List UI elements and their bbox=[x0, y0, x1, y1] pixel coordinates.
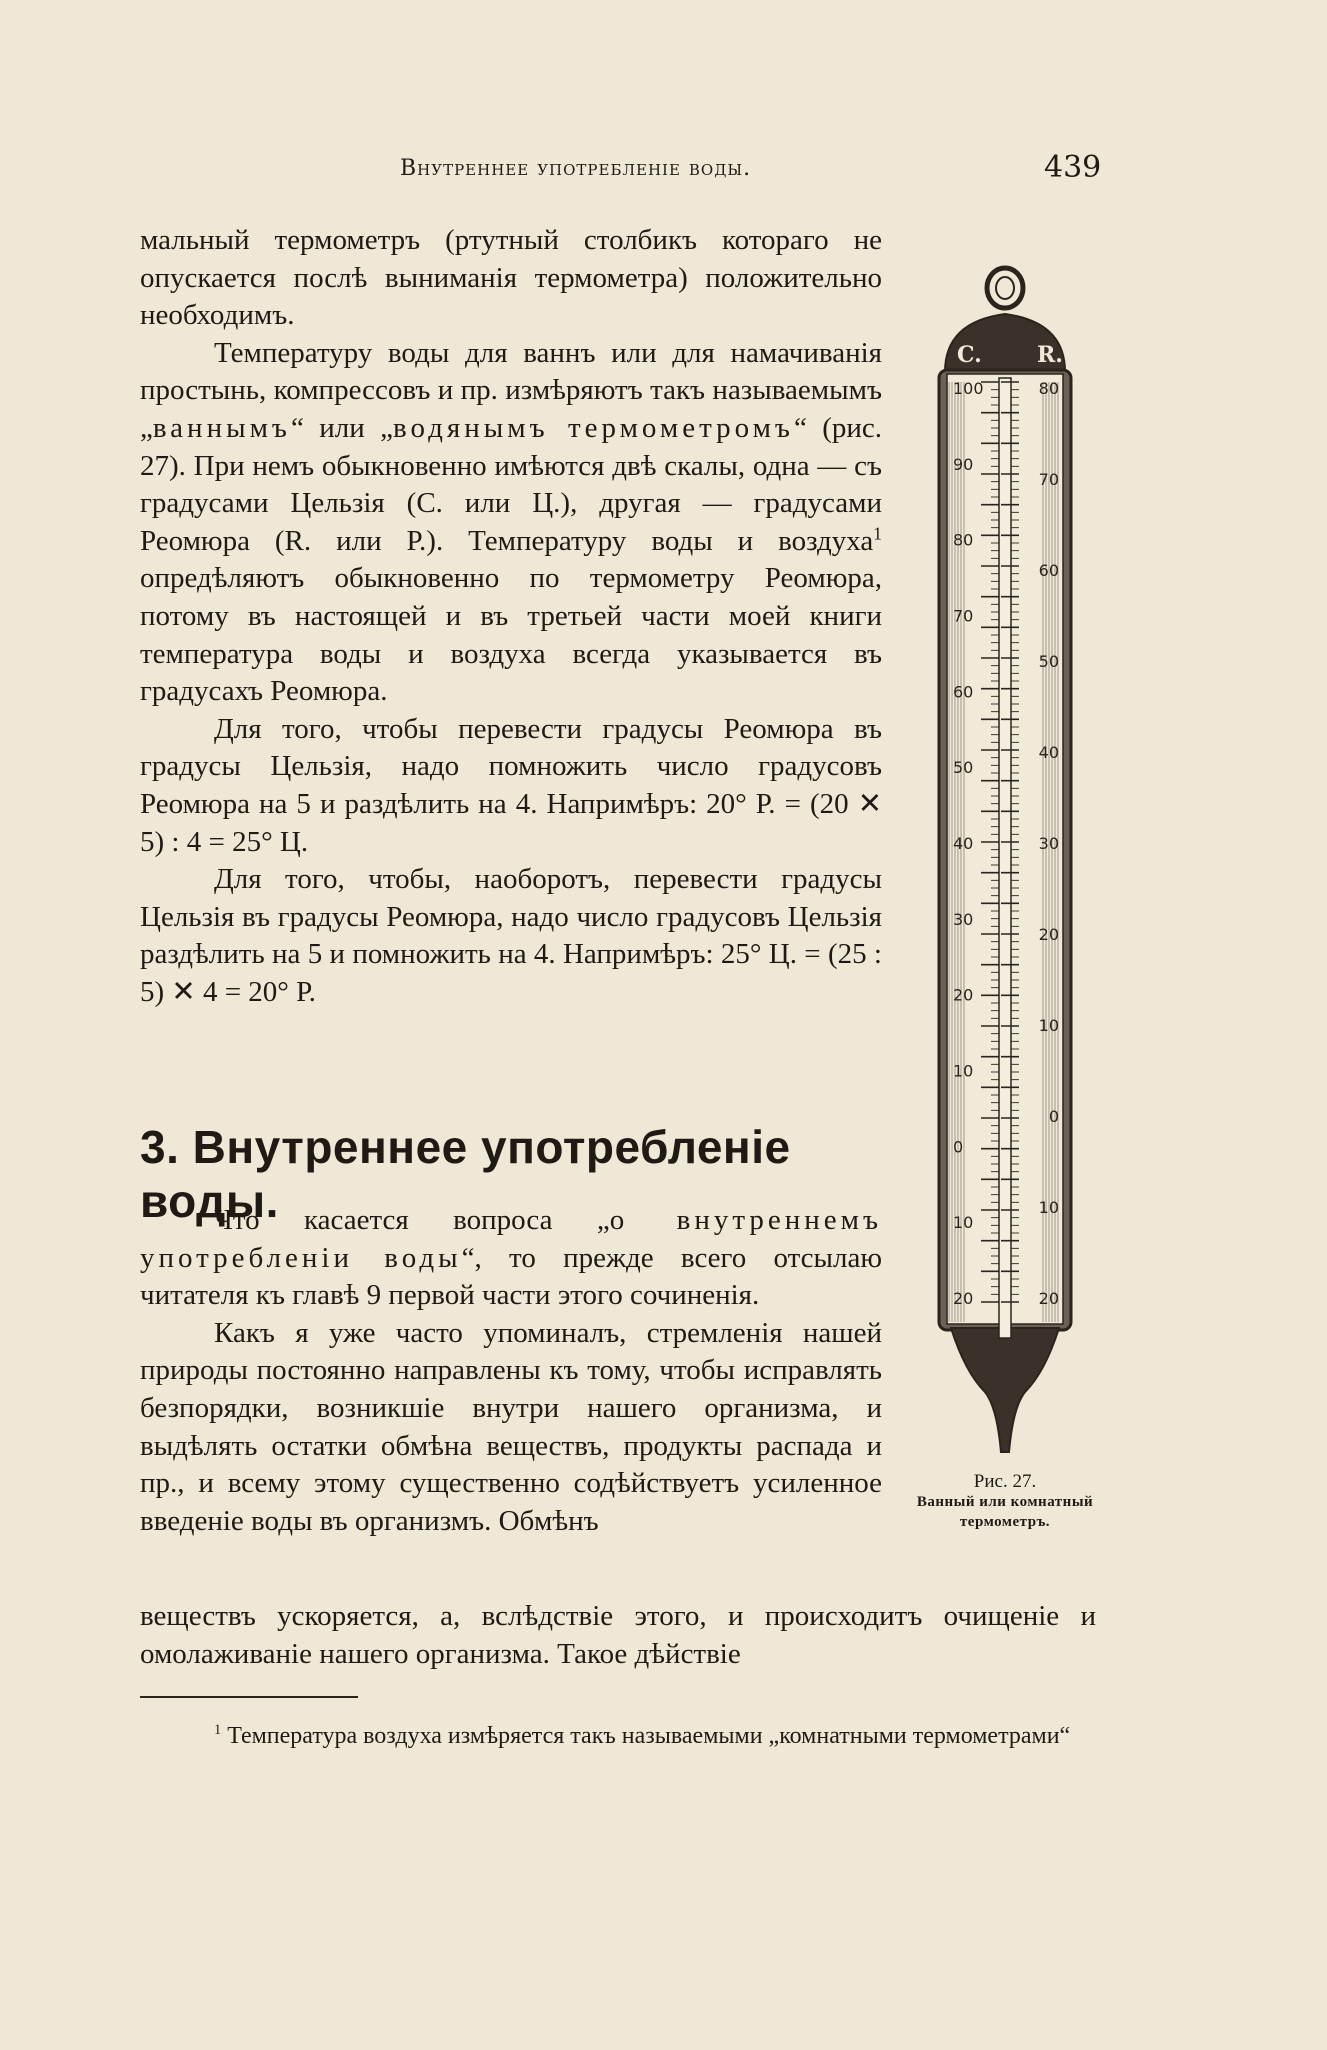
reaumur-label: 50 bbox=[1038, 652, 1059, 671]
footnote-ref: 1 bbox=[873, 523, 882, 544]
reaumur-label: 30 bbox=[1038, 834, 1059, 853]
reaumur-label: 0 bbox=[1048, 1107, 1059, 1126]
section-paragraph-1: Что касается вопроса „о внутреннемъ употребленіи воды“, то прежде всего отсылаю читателя къ главѣ 9 первой части этого сочиненія. bbox=[140, 1204, 882, 1312]
spaced-term-bath: ваннымъ bbox=[152, 411, 291, 444]
glass-tube bbox=[999, 378, 1011, 1338]
main-text-column bbox=[140, 222, 882, 1011]
paragraph-1: мальный термометръ (ртутный столбикъ котораго не опускается послѣ выниманія термометра) положительно необходимъ. bbox=[140, 224, 882, 332]
reaumur-mark: R. bbox=[1037, 342, 1063, 368]
reaumur-label: 70 bbox=[1038, 470, 1059, 489]
page-number: 439 bbox=[1044, 150, 1102, 185]
celsius-label: 20 bbox=[953, 1289, 974, 1308]
celsius-label: 0 bbox=[953, 1137, 964, 1157]
section-paragraph-2-continued: веществъ ускоряется, а, вслѣдствіе этого, и происходитъ очищеніе и омолаживаніе нашего организма. Такое дѣйствіе bbox=[140, 1600, 1096, 1670]
footnote bbox=[140, 1720, 1096, 1752]
paragraph-2: Температуру воды для ваннъ или для намачиванія простынь, компрессовъ и пр. измѣряютъ такъ называемымъ „ваннымъ“ или „водянымъ термометромъ“ (рис. 27). При немъ обыкновенно имѣются двѣ скалы, одна — съ градусами Цельзія (С. или Ц.), другая — градусами Реомюра (R. или Р.). Температуру воды и воздуха$^1$ опредѣляютъ обыкновенно по термометру Реомюра, потому въ настоящей и въ третьей части моей книги температура воды и воздуха всегда указывается въ градусахъ Реомюра. bbox=[140, 336, 882, 708]
celsius-label: 40 bbox=[953, 834, 974, 853]
celsius-label: 30 bbox=[953, 909, 974, 929]
footnote-text: Температура воздуха измѣряется такъ называемыми „комнатными термометрами“ bbox=[221, 1723, 1071, 1749]
celsius-label: 80 bbox=[953, 530, 974, 550]
celsius-label: 100 bbox=[953, 379, 984, 398]
caption-title: Рис. 27. bbox=[973, 1471, 1037, 1492]
celsius-label: 60 bbox=[953, 682, 974, 702]
thermometer-figure bbox=[925, 262, 1085, 1462]
paragraph-3: Для того, чтобы перевести градусы Реомюра въ градусы Цельзія, надо помножить число градусовъ Реомюра на 5 и раздѣлить на 4. Напримѣръ: 20° Р. = (20 ✕ 5) : 4 = 25° Ц. bbox=[140, 712, 882, 858]
spaced-term-internal-use: о внутреннемъ употребленіи воды bbox=[140, 1204, 882, 1274]
reaumur-label: 20 bbox=[1038, 1289, 1059, 1308]
footnote-divider bbox=[140, 1696, 358, 1698]
celsius-label: 70 bbox=[953, 606, 974, 626]
celsius-label: 20 bbox=[953, 985, 974, 1005]
section-title: 3. Внутреннее употребленіе воды. bbox=[140, 1121, 791, 1227]
figure-caption bbox=[910, 1472, 1100, 1532]
celsius-label: 10 bbox=[953, 1213, 974, 1233]
thermometer-illustration bbox=[925, 262, 1085, 1462]
thermometer-bulb bbox=[951, 1328, 1059, 1452]
reaumur-label: 80 bbox=[1038, 379, 1059, 398]
celsius-label: 90 bbox=[953, 454, 974, 474]
section-paragraph-2: Какъ я уже часто упоминалъ, стремленія нашей природы постоянно направлены къ тому, чтобы исправлять безпорядки, возникшіе внутри нашего организма, и выдѣлять остатки обмѣна веществъ, продукты распада и пр., и всему этому существенно содѣйствуетъ усиленное введеніе воды въ организмъ. Обмѣнъ bbox=[140, 1316, 882, 1537]
paragraph-4: Для того, чтобы, наоборотъ, перевести градусы Цельзія въ градусы Реомюра, надо число градусовъ Цельзія раздѣлить на 5 и помножить на 4. Напримѣръ: 25° Ц. = (25 : 5) ✕ 4 = 20° Р. bbox=[140, 863, 882, 1008]
celsius-label: 50 bbox=[953, 758, 974, 778]
reaumur-label: 20 bbox=[1038, 925, 1059, 944]
reaumur-label: 10 bbox=[1038, 1016, 1059, 1035]
caption-text: Ванный или комнатный термометръ. bbox=[916, 1494, 1094, 1530]
running-title: Внутреннее употребленіе воды. bbox=[400, 156, 752, 181]
section-text-column bbox=[140, 1202, 882, 1540]
reaumur-label: 60 bbox=[1038, 561, 1059, 580]
full-width-text bbox=[140, 1598, 1096, 1673]
celsius-mark: C. bbox=[957, 342, 982, 368]
spaced-term-water-thermometer: водянымъ термометромъ bbox=[392, 411, 794, 444]
footnote-marker: 1 bbox=[214, 1722, 222, 1738]
reaumur-label: 10 bbox=[1038, 1198, 1059, 1217]
reaumur-label: 40 bbox=[1038, 743, 1059, 762]
celsius-label: 10 bbox=[953, 1061, 974, 1081]
hanging-ring bbox=[987, 268, 1023, 308]
